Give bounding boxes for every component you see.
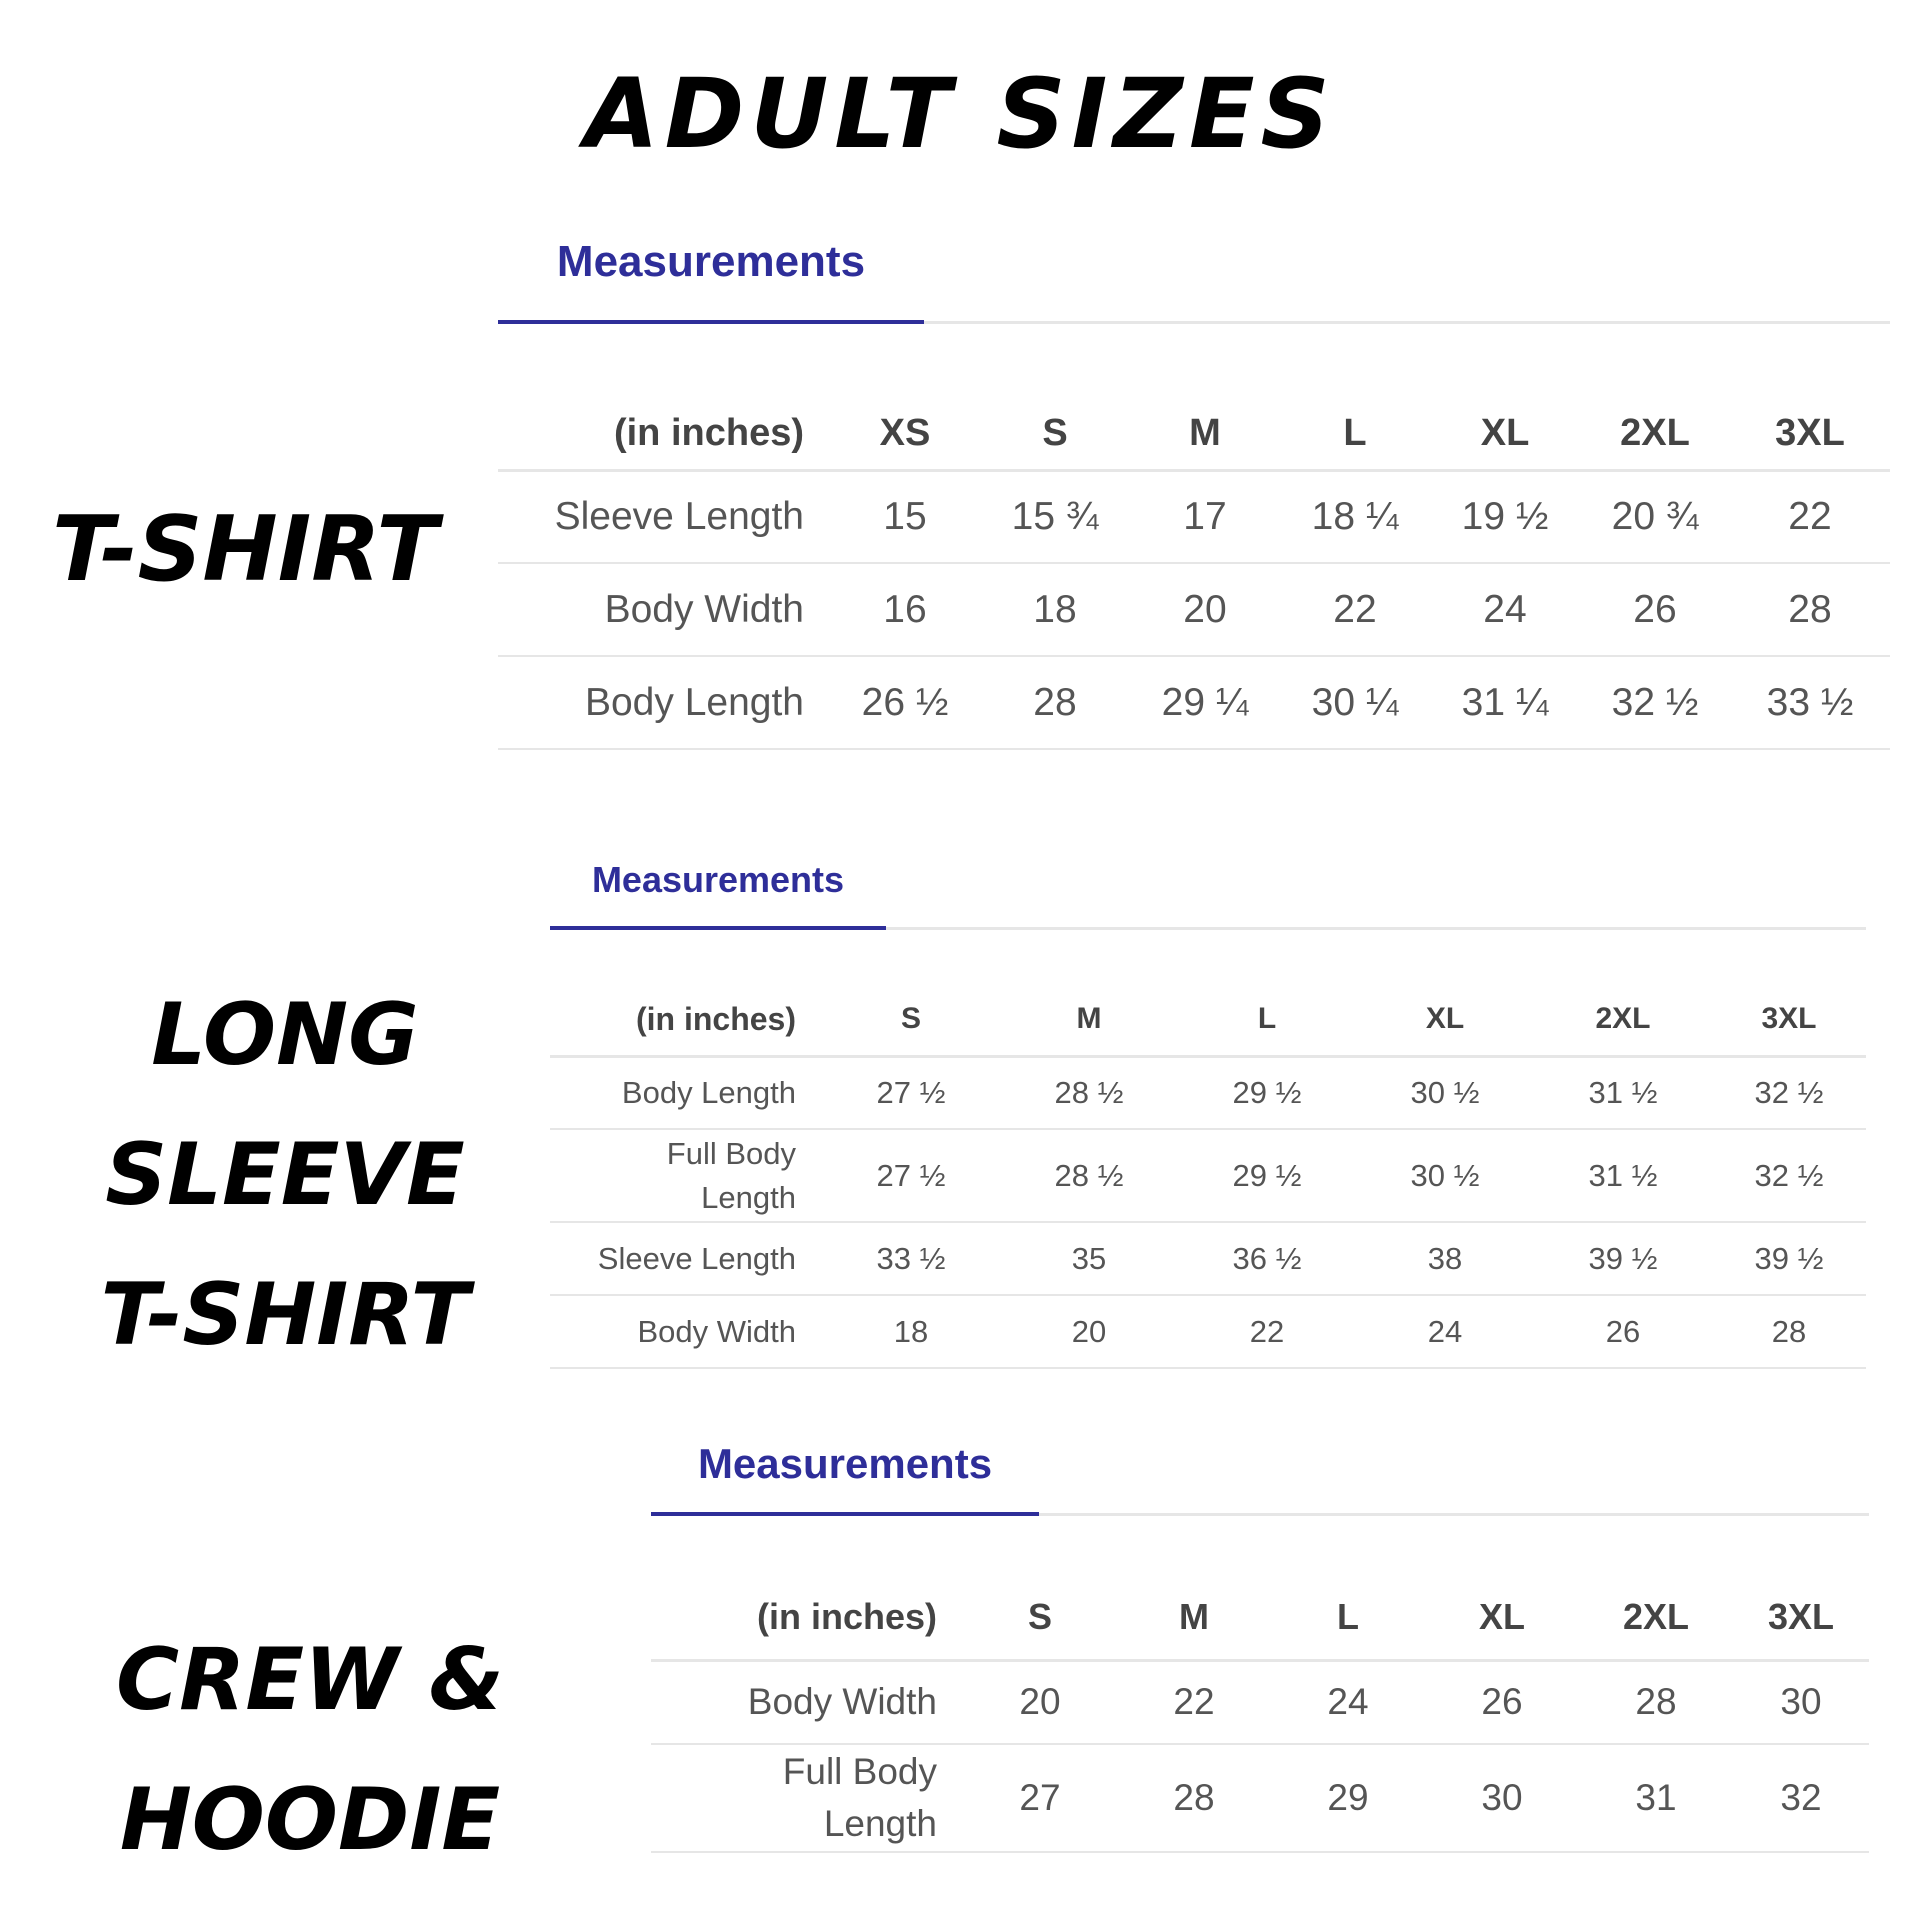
tab-bar	[550, 830, 1866, 930]
table-cell: 33 ½	[1766, 680, 1854, 724]
table-cell: 31 ¼	[1461, 680, 1549, 724]
label-long-sleeve	[60, 965, 510, 1385]
header-cell: S	[1027, 1596, 1052, 1638]
row-label: Body Length	[584, 680, 804, 724]
header-cell: XL	[1425, 1002, 1465, 1036]
table-cell: 18	[1033, 587, 1077, 631]
table-cell: 22	[1333, 587, 1377, 631]
tab-measurements[interactable]: Measurements	[697, 1440, 993, 1487]
header-cell: 3XL	[1767, 1596, 1835, 1638]
table-cell: 26	[1633, 587, 1677, 631]
table-cell: 30 ½	[1410, 1157, 1480, 1193]
table-cell: 30 ½	[1410, 1074, 1480, 1110]
table-cell: 24	[1327, 1681, 1369, 1723]
table-row	[651, 1744, 1869, 1852]
header-cell: L	[1257, 1002, 1277, 1036]
table-cell: 27 ½	[876, 1074, 946, 1110]
table-cell: 27	[1019, 1777, 1061, 1818]
crew-hoodie-measurements	[651, 1412, 1869, 1853]
table-cell: 26	[1481, 1681, 1523, 1723]
page-title: ADULT SIZES	[584, 58, 1336, 170]
table-cell: 29	[1327, 1777, 1369, 1818]
row-label: Sleeve Length	[554, 494, 804, 538]
table-cell: 30 ¼	[1311, 680, 1399, 724]
table-cell: 35	[1071, 1240, 1107, 1276]
table-cell: 20	[1183, 587, 1227, 631]
table-row	[498, 563, 1890, 656]
header-cell: S	[900, 1002, 921, 1036]
table-cell: 22	[1173, 1681, 1215, 1723]
table-cell: 28	[1788, 587, 1832, 631]
table-header-row	[498, 398, 1890, 470]
table-cell: 33 ½	[876, 1240, 946, 1276]
row-label: Full Body Length	[666, 1135, 796, 1215]
table-cell: 39 ½	[1588, 1240, 1658, 1276]
header-cell: 3XL	[1761, 1002, 1817, 1036]
row-label: Body Width	[637, 1313, 796, 1349]
header-cell: (in inches)	[635, 1000, 796, 1037]
table-cell: 28	[1173, 1777, 1215, 1818]
table-cell: 28 ½	[1054, 1074, 1124, 1110]
table-cell: 28	[1771, 1313, 1807, 1349]
header-cell: L	[1343, 411, 1367, 454]
table-cell: 31	[1635, 1777, 1677, 1818]
table-cell: 22	[1788, 494, 1832, 538]
header-cell: M	[1189, 411, 1221, 454]
table-row	[550, 1222, 1866, 1295]
table-cell: 24	[1427, 1313, 1463, 1349]
table-cell: 26	[1605, 1313, 1641, 1349]
table-header-row	[651, 1576, 1869, 1660]
table-cell: 15 ¾	[1011, 494, 1099, 538]
header-cell: M	[1179, 1596, 1209, 1638]
tab-bar	[498, 200, 1890, 324]
row-label: Full Body Length	[782, 1751, 937, 1844]
header-cell: L	[1337, 1596, 1359, 1638]
table-cell: 32 ½	[1611, 680, 1699, 724]
table-cell: 36 ½	[1232, 1240, 1302, 1276]
label-line: CREW &	[116, 1630, 504, 1730]
table-row	[550, 1295, 1866, 1368]
label-tshirt	[40, 497, 450, 602]
header-cell: 2XL	[1622, 1596, 1690, 1638]
table-cell: 26 ½	[861, 680, 949, 724]
label-line: SLEEVE	[105, 1125, 465, 1225]
table-cell: 32 ½	[1754, 1074, 1824, 1110]
table-row	[550, 1056, 1866, 1129]
header-cell: 2XL	[1620, 411, 1690, 454]
row-label: Body Width	[604, 587, 804, 631]
table-cell: 28 ½	[1054, 1157, 1124, 1193]
tshirt-measurements	[498, 200, 1890, 750]
table-cell: 30	[1780, 1681, 1822, 1723]
header-cell: XS	[879, 411, 931, 454]
header-cell: (in inches)	[756, 1596, 937, 1638]
table-cell: 20 ¾	[1611, 494, 1699, 538]
row-label: Body Width	[747, 1681, 937, 1723]
label-line: HOODIE	[119, 1770, 501, 1870]
table-cell: 19 ½	[1461, 494, 1549, 538]
table-cell: 24	[1483, 587, 1527, 631]
table-row	[498, 470, 1890, 563]
table-cell: 17	[1183, 494, 1227, 538]
header-cell: 2XL	[1595, 1002, 1651, 1036]
table-header-row	[550, 984, 1866, 1056]
table-cell: 18 ¼	[1311, 494, 1399, 538]
tab-measurements[interactable]: Measurements	[556, 237, 866, 286]
table-cell: 39 ½	[1754, 1240, 1824, 1276]
size-table	[651, 1576, 1869, 1853]
table-cell: 16	[883, 587, 927, 631]
size-table	[498, 398, 1890, 750]
table-cell: 31 ½	[1588, 1074, 1658, 1110]
label-crew-hoodie	[110, 1610, 510, 1890]
table-row	[651, 1660, 1869, 1744]
row-label: Sleeve Length	[597, 1240, 796, 1276]
tab-bar	[651, 1412, 1869, 1516]
table-cell: 18	[893, 1313, 929, 1349]
table-cell: 38	[1427, 1240, 1463, 1276]
header-cell: 3XL	[1775, 411, 1845, 454]
header-cell: M	[1076, 1002, 1102, 1036]
table-cell: 28	[1033, 680, 1077, 724]
long-sleeve-measurements	[550, 830, 1866, 1369]
table-cell: 30	[1481, 1777, 1523, 1818]
label-line: T-SHIRT	[100, 1265, 470, 1365]
table-cell: 31 ½	[1588, 1157, 1658, 1193]
header-cell: (in inches)	[613, 411, 804, 454]
table-cell: 29 ½	[1232, 1157, 1302, 1193]
table-row	[550, 1129, 1866, 1222]
table-cell: 22	[1249, 1313, 1285, 1349]
table-cell: 20	[1019, 1681, 1061, 1723]
table-cell: 27 ½	[876, 1157, 946, 1193]
table-cell: 29 ¼	[1161, 680, 1249, 724]
table-cell: 29 ½	[1232, 1074, 1302, 1110]
table-cell: 32 ½	[1754, 1157, 1824, 1193]
label-line: T-SHIRT	[52, 497, 438, 602]
header-cell: XL	[1480, 411, 1530, 454]
size-table	[550, 984, 1866, 1369]
header-cell: S	[1042, 411, 1068, 454]
table-cell: 15	[883, 494, 927, 538]
header-cell: XL	[1478, 1596, 1525, 1638]
table-cell: 28	[1635, 1681, 1677, 1723]
table-cell: 20	[1071, 1313, 1107, 1349]
table-row	[498, 656, 1890, 749]
label-line: LONG	[151, 985, 419, 1085]
tab-measurements[interactable]: Measurements	[591, 859, 845, 900]
table-cell: 32	[1780, 1777, 1822, 1818]
row-label: Body Length	[621, 1074, 796, 1110]
